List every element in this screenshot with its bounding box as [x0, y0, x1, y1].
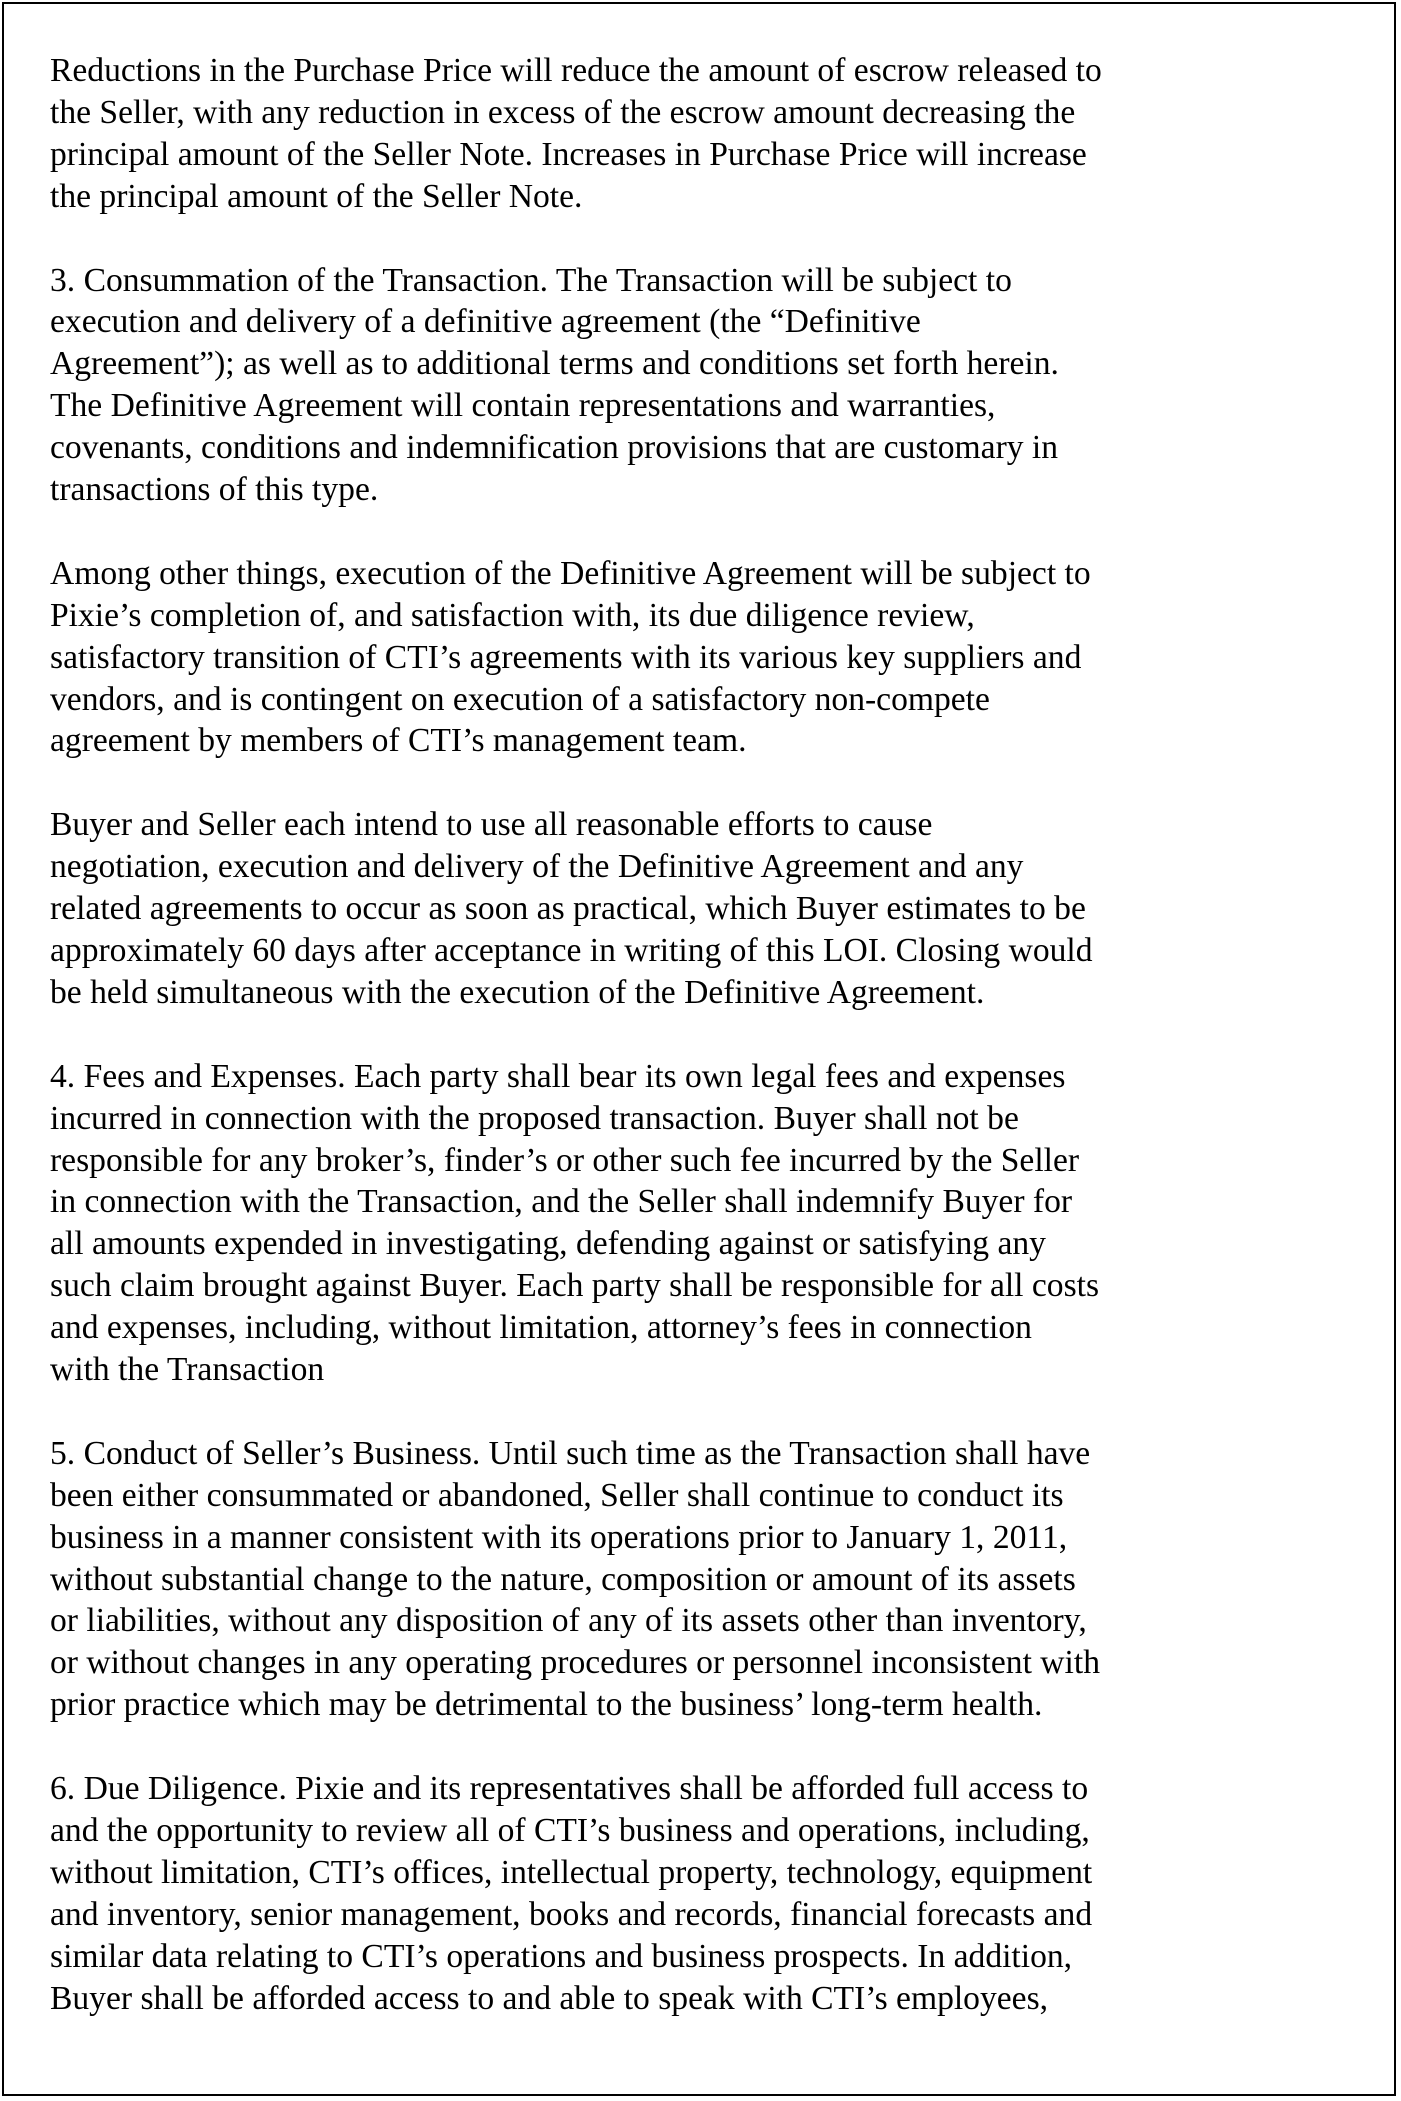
- text-line: without limitation, CTI’s offices, intellectual property, technology, equipment: [50, 1853, 1093, 1891]
- text-line: in connection with the Transaction, and the Seller shall indemnify Buyer for: [50, 1183, 1073, 1221]
- text-line: incurred in connection with the proposed transaction. Buyer shall not be: [50, 1099, 1019, 1137]
- text-line: transactions of this type.: [50, 471, 379, 509]
- text-line: the principal amount of the Seller Note.: [50, 177, 583, 215]
- paragraph-section-5-conduct: [50, 1433, 1370, 1726]
- document-body: [50, 50, 1370, 2061]
- text-line: The Definitive Agreement will contain representations and warranties,: [50, 387, 996, 425]
- text-line: similar data relating to CTI’s operations and business prospects. In addition,: [50, 1937, 1073, 1975]
- text-line: without substantial change to the nature, composition or amount of its assets: [50, 1560, 1076, 1598]
- text-line: Reductions in the Purchase Price will reduce the amount of escrow released to: [50, 52, 1102, 89]
- paragraph-section-3-consummation: [50, 260, 1370, 511]
- paragraph-section-3-timing: [50, 804, 1370, 1014]
- text-line: been either consummated or abandoned, Seller shall continue to conduct its: [50, 1476, 1064, 1514]
- text-line: negotiation, execution and delivery of the Definitive Agreement and any: [50, 848, 1024, 886]
- text-line: 6. Due Diligence. Pixie and its representatives shall be afforded full access to: [50, 1770, 1089, 1808]
- text-line: execution and delivery of a definitive agreement (the “Definitive: [50, 303, 921, 341]
- text-line: principal amount of the Seller Note. Increases in Purchase Price will increase: [50, 135, 1087, 173]
- text-line: and expenses, including, without limitation, attorney’s fees in connection: [50, 1309, 1032, 1347]
- text-line: and the opportunity to review all of CTI’s business and operations, including,: [50, 1811, 1090, 1849]
- text-line: business in a manner consistent with its operations prior to January 1, 2011,: [50, 1518, 1068, 1556]
- text-line: approximately 60 days after acceptance in writing of this LOI. Closing would: [50, 931, 1093, 969]
- paragraph-section-4-fees: [50, 1056, 1370, 1391]
- text-line: and inventory, senior management, books and records, financial forecasts and: [50, 1895, 1093, 1933]
- paragraph-escrow-adjustment: [50, 50, 1370, 218]
- text-line: or without changes in any operating procedures or personnel inconsistent with: [50, 1644, 1100, 1682]
- text-line: Among other things, execution of the Definitive Agreement will be subject to: [50, 554, 1091, 592]
- paragraph-section-3-conditions: [50, 553, 1370, 763]
- text-line: related agreements to occur as soon as practical, which Buyer estimates to be: [50, 890, 1086, 928]
- text-line: be held simultaneous with the execution of the Definitive Agreement.: [50, 973, 985, 1011]
- text-line: Buyer and Seller each intend to use all reasonable efforts to cause: [50, 806, 933, 844]
- text-line: Pixie’s completion of, and satisfaction with, its due diligence review,: [50, 596, 975, 634]
- text-line: Agreement”); as well as to additional terms and conditions set forth herein.: [50, 345, 1059, 383]
- text-line: responsible for any broker’s, finder’s or other such fee incurred by the Seller: [50, 1141, 1080, 1179]
- text-line: 4. Fees and Expenses. Each party shall bear its own legal fees and expenses: [50, 1057, 1066, 1095]
- page-frame: [2, 2, 1396, 2096]
- text-line: prior practice which may be detrimental to the business’ long-term health.: [50, 1686, 1043, 1724]
- text-line: with the Transaction: [50, 1351, 325, 1389]
- text-line: vendors, and is contingent on execution of a satisfactory non-compete: [50, 680, 990, 718]
- text-line: agreement by members of CTI’s management team.: [50, 722, 747, 760]
- text-line: all amounts expended in investigating, defending against or satisfying any: [50, 1225, 1046, 1263]
- paragraph-section-6-due-diligence: [50, 1768, 1370, 2019]
- text-line: Buyer shall be afforded access to and able to speak with CTI’s employees,: [50, 1979, 1049, 2017]
- text-line: satisfactory transition of CTI’s agreements with its various key suppliers and: [50, 638, 1082, 676]
- text-line: 5. Conduct of Seller’s Business. Until such time as the Transaction shall have: [50, 1434, 1091, 1472]
- text-line: covenants, conditions and indemnification provisions that are customary in: [50, 429, 1059, 467]
- text-line: 3. Consummation of the Transaction. The Transaction will be subject to: [50, 261, 1012, 299]
- text-line: or liabilities, without any disposition of any of its assets other than inventory,: [50, 1602, 1087, 1640]
- text-line: the Seller, with any reduction in excess of the escrow amount decreasing the: [50, 93, 1076, 131]
- text-line: such claim brought against Buyer. Each party shall be responsible for all costs: [50, 1267, 1100, 1305]
